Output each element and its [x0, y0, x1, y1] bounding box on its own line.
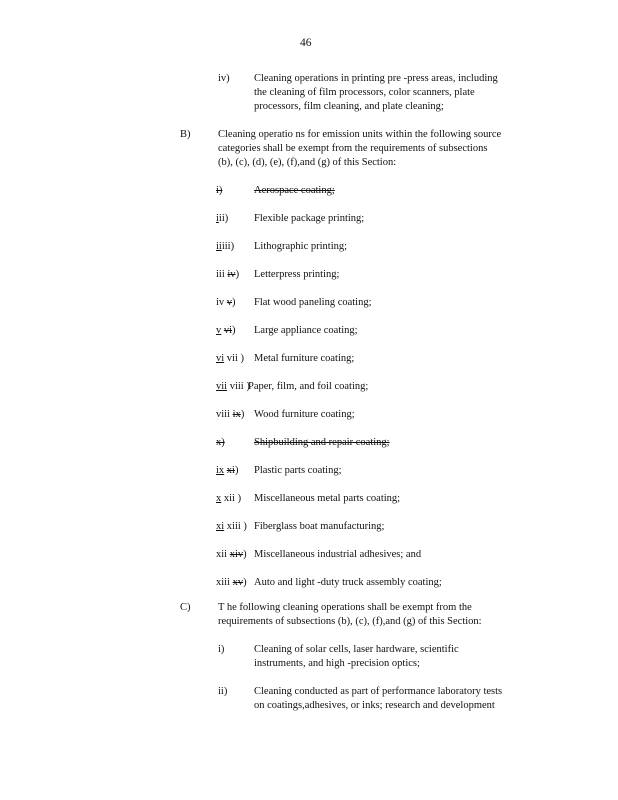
- text-line: processors, film cleaning, and plate cleaning;: [254, 101, 444, 112]
- item-marker: [216, 436, 225, 450]
- marker-segment: xiii: [216, 577, 233, 588]
- item-text: Large appliance coating;: [254, 325, 358, 336]
- text-line: the cleaning of film processors, color scanners, plate: [254, 87, 475, 98]
- section-marker: B): [180, 129, 191, 140]
- text-line: Cleaning operatio ns for emission units within the following source: [218, 129, 502, 140]
- marker-segment: ): [232, 325, 236, 336]
- marker-segment: vii ): [224, 353, 245, 364]
- item-marker: [216, 296, 236, 310]
- marker-segment: ): [235, 269, 240, 280]
- item-text: Metal furniture coating;: [254, 353, 355, 364]
- page-number: 46: [300, 37, 312, 49]
- item-text: Fiberglass boat manufacturing;: [254, 521, 385, 532]
- marker-segment: xi: [216, 521, 225, 532]
- text-line: T he following cleaning operations shall be exempt from the: [218, 602, 472, 613]
- marker-segment: ix: [216, 465, 225, 476]
- item-text: Wood furniture coating;: [254, 409, 355, 420]
- marker-segment: ix: [232, 409, 241, 420]
- item-marker: [216, 212, 228, 226]
- text-line: on coatings,adhesives, or inks; research and development: [254, 700, 495, 711]
- marker-segment: iii): [221, 241, 235, 252]
- text-line: instruments, and high -precision optics;: [254, 658, 420, 669]
- text-line: Cleaning of solar cells, laser hardware, scientific: [254, 644, 459, 655]
- marker-segment: ii: [216, 241, 222, 252]
- marker-segment: vii: [216, 381, 228, 392]
- item-text: Miscellaneous industrial adhesives; and: [254, 549, 422, 560]
- marker-segment: xii: [216, 549, 230, 560]
- marker-segment: x): [216, 437, 225, 448]
- item-text: Flat wood paneling coating;: [254, 297, 372, 308]
- section-marker: C): [180, 602, 191, 613]
- item-text: Paper, film, and foil coating;: [248, 381, 369, 392]
- marker-segment: i: [216, 213, 219, 224]
- item-text: Letterpress printing;: [254, 269, 340, 280]
- item-text: Plastic parts coating;: [254, 465, 342, 476]
- item-marker: [216, 576, 247, 590]
- marker-segment: xiii ): [224, 521, 247, 532]
- marker-segment: ii): [218, 213, 229, 224]
- marker-segment: ): [240, 409, 245, 420]
- item-marker: [216, 548, 247, 562]
- marker-segment: vi: [216, 353, 225, 364]
- item-text: Shipbuilding and repair coating;: [254, 437, 390, 448]
- marker-segment: iv: [216, 297, 227, 308]
- item-marker: [216, 240, 234, 254]
- item-marker: i): [218, 644, 225, 655]
- marker-segment: viii: [216, 409, 233, 420]
- item-marker: [216, 352, 244, 366]
- marker-segment: ): [232, 297, 236, 308]
- marker-segment: xi: [226, 465, 235, 476]
- marker-segment: ): [243, 549, 247, 560]
- marker-segment: v: [226, 297, 233, 308]
- marker-segment: iv: [227, 269, 236, 280]
- text-line: Cleaning conducted as part of performance laboratory tests: [254, 686, 503, 697]
- item-text: Miscellaneous metal parts coating;: [254, 493, 401, 504]
- item-marker: [216, 184, 222, 198]
- item-marker: [216, 408, 244, 422]
- item-text: Aerospace coating;: [254, 185, 335, 196]
- item-marker: [216, 324, 236, 338]
- item-marker: [216, 464, 238, 478]
- marker-segment: xiv: [229, 549, 244, 560]
- marker-segment: ): [234, 465, 239, 476]
- item-marker: [216, 380, 250, 394]
- marker-segment: i): [216, 185, 223, 196]
- marker-segment: ): [243, 577, 247, 588]
- marker-segment: v: [216, 325, 222, 336]
- marker-segment: iii: [216, 269, 228, 280]
- item-marker: [216, 520, 247, 534]
- text-line: Cleaning operations in printing pre -press areas, including: [254, 73, 498, 84]
- item-text: Flexible package printing;: [254, 213, 365, 224]
- item-text: Auto and light -duty truck assembly coating;: [254, 577, 442, 588]
- marker-segment: x: [216, 493, 222, 504]
- item-marker: [216, 268, 239, 282]
- text-line: categories shall be exempt from the requirements of subsections: [218, 143, 488, 154]
- text-line: requirements of subsections (b), (c), (f),and (g) of this Section:: [218, 616, 482, 627]
- item-marker: [216, 492, 241, 506]
- item-marker: iv): [218, 73, 230, 84]
- marker-segment: viii ): [227, 381, 250, 392]
- item-text: Lithographic printing;: [254, 241, 348, 252]
- text-line: (b), (c), (d), (e), (f),and (g) of this Section:: [218, 157, 397, 168]
- marker-segment: xv: [232, 577, 244, 588]
- marker-segment: vi: [223, 325, 233, 336]
- item-marker: ii): [218, 686, 228, 697]
- marker-segment: xii ): [221, 493, 242, 504]
